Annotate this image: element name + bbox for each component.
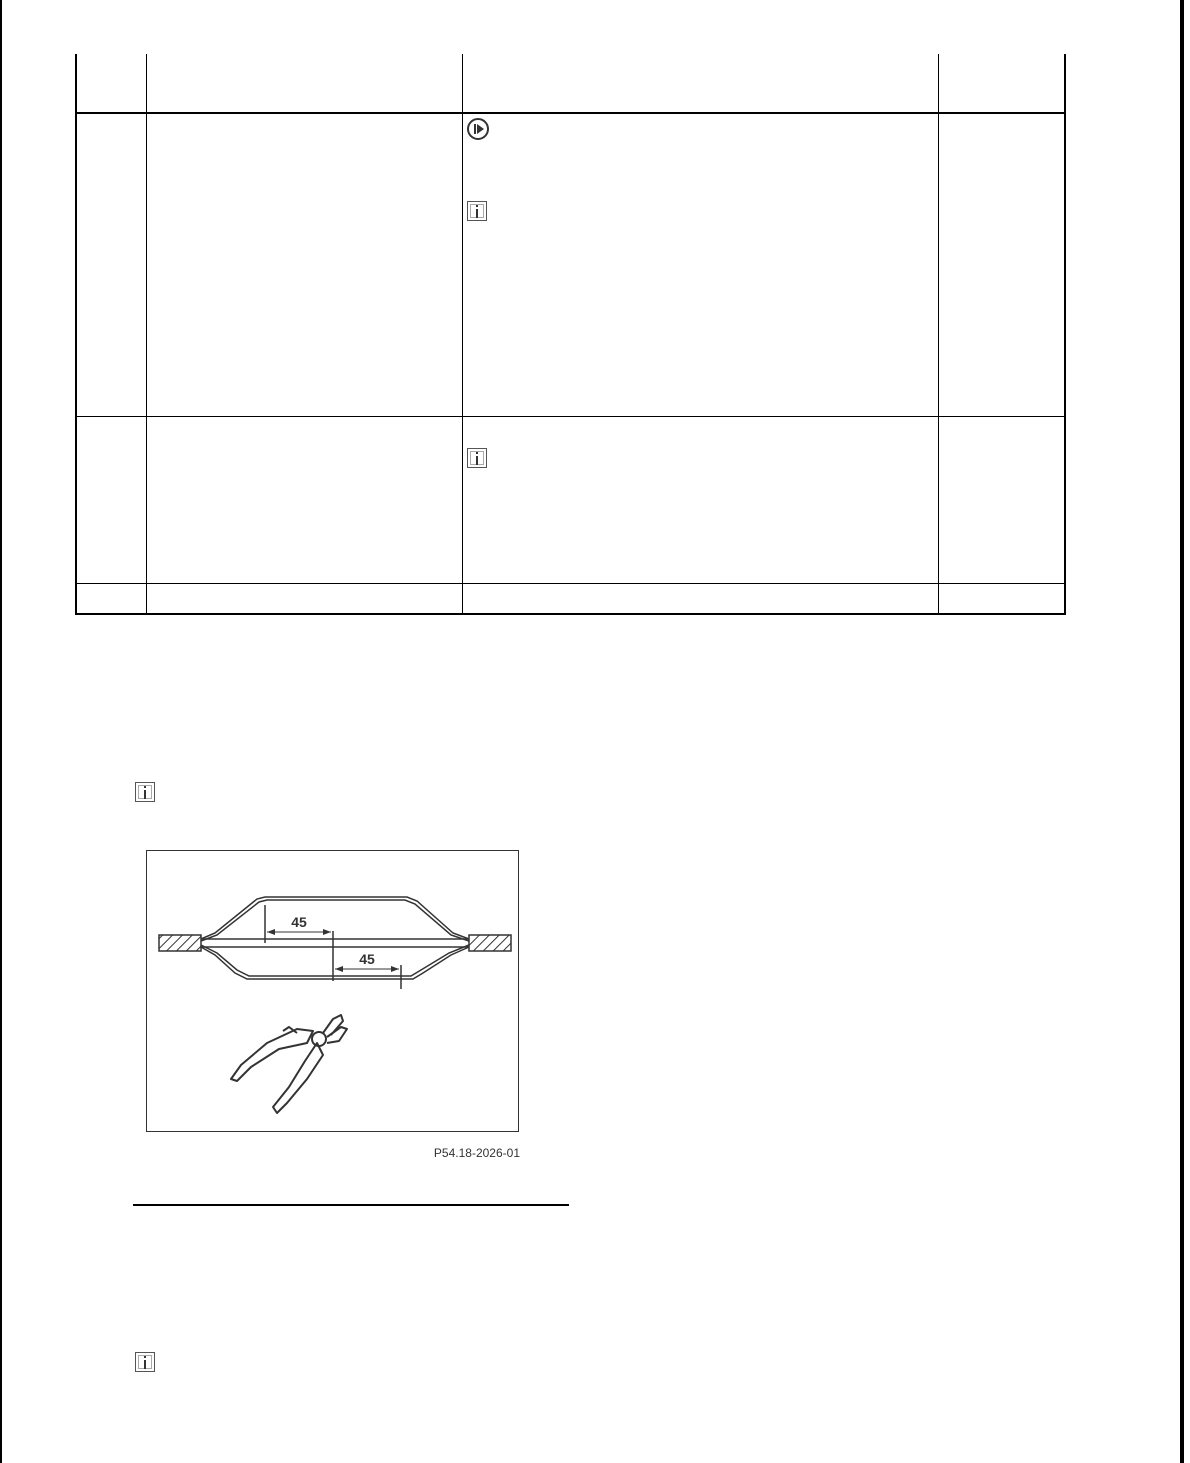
page-border-left [0, 0, 2, 1463]
table-row-divider [75, 416, 1066, 417]
pliers-icon [231, 1015, 347, 1113]
table-column-divider [146, 54, 147, 615]
table-column-divider [462, 54, 463, 615]
notice-circle-icon [467, 118, 489, 140]
table-column-divider [1064, 54, 1066, 615]
info-box-icon [135, 782, 155, 802]
dimension-label-upper: 45 [291, 914, 307, 930]
info-box-icon [467, 201, 487, 221]
cable-end-left [159, 935, 201, 951]
cable-end-right [469, 935, 511, 951]
table-column-divider [938, 54, 939, 615]
wiring-repair-illustration [147, 851, 517, 1130]
figure-caption: P54.18-2026-01 [433, 1146, 520, 1160]
table-bottom-border [75, 613, 1066, 615]
section-divider [133, 1204, 569, 1206]
table-row-divider [75, 583, 1066, 584]
info-box-icon [135, 1352, 155, 1372]
page-border-right [1180, 0, 1184, 1463]
dimension-label-lower: 45 [359, 951, 375, 967]
figure-frame [146, 850, 519, 1132]
info-box-icon [467, 448, 487, 468]
table-row-divider [75, 112, 1066, 114]
table-column-divider [75, 54, 77, 615]
